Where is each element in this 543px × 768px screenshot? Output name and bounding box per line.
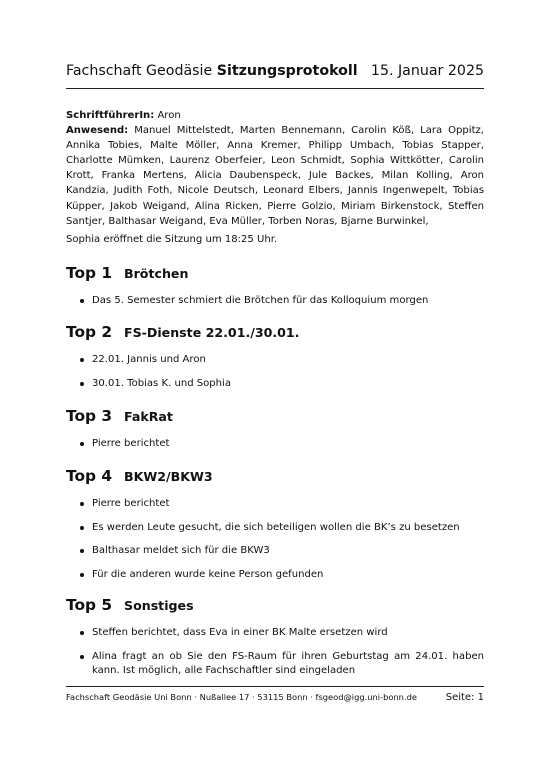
top-section-2 bbox=[66, 322, 484, 391]
top-items bbox=[66, 437, 484, 452]
top-number: Top 3 bbox=[66, 407, 113, 425]
top-items bbox=[66, 294, 484, 309]
footer-divider bbox=[66, 686, 484, 687]
top-title: FakRat bbox=[124, 409, 173, 424]
list-item: Balthasar meldet sich für die BKW3 bbox=[66, 544, 484, 559]
list-item: Das 5. Semester schmiert die Brötchen für das Kolloquium morgen bbox=[66, 294, 484, 309]
header-org: Fachschaft Geodäsie bbox=[66, 63, 213, 79]
top-section-4 bbox=[66, 466, 484, 582]
top-number: Top 1 bbox=[66, 264, 113, 282]
header-title bbox=[66, 63, 358, 79]
list-item: Es werden Leute gesucht, die sich beteiligen wollen die BK’s zu besetzen bbox=[66, 521, 484, 536]
meta-block bbox=[66, 108, 484, 229]
page-number: Seite: 1 bbox=[445, 692, 484, 703]
list-item: 22.01. Jannis und Aron bbox=[66, 353, 484, 368]
writer-name: Aron bbox=[157, 110, 181, 121]
top-items bbox=[66, 626, 484, 679]
list-item: Pierre berichtet bbox=[66, 437, 484, 452]
attendees-line bbox=[66, 123, 484, 229]
list-item: Steffen berichtet, dass Eva in einer BK Malte ersetzen wird bbox=[66, 626, 484, 641]
top-section-1 bbox=[66, 263, 484, 309]
page-header bbox=[66, 63, 484, 87]
list-item: Pierre berichtet bbox=[66, 497, 484, 512]
top-section-5 bbox=[66, 595, 484, 679]
top-items bbox=[66, 497, 484, 582]
header-divider bbox=[66, 88, 484, 89]
top-heading bbox=[66, 263, 484, 284]
list-item: Alina fragt an ob Sie den FS-Raum für ihren Geburtstag am 24.01. haben kann. Ist möglich, alle Fachschaftler sind eingeladen bbox=[66, 650, 484, 679]
page-footer bbox=[66, 692, 484, 703]
top-items bbox=[66, 353, 484, 391]
header-doc-type: Sitzungsprotokoll bbox=[216, 63, 358, 79]
top-number: Top 4 bbox=[66, 467, 113, 485]
top-title: BKW2/BKW3 bbox=[124, 469, 213, 484]
top-section-3 bbox=[66, 406, 484, 452]
top-title: FS-Dienste 22.01./30.01. bbox=[124, 325, 300, 340]
list-item: 30.01. Tobias K. und Sophia bbox=[66, 377, 484, 392]
top-heading bbox=[66, 322, 484, 343]
attendees-list: Manuel Mittelstedt, Marten Bennemann, Carolin Köß, Lara Oppitz, Annika Tobies, Malte Möller, Anna Kremer, Philipp Umbach, Tobias Stapper, Charlotte Mümken, Laurenz Oberfeier, Leon Schmidt, Sophia Wittkötter, Carolin Krott, Franka Mertens, Alicia Daubenspeck, Jule Backes, Milan Kolling, Aron Kandzia, Judith Foth, Nicole Deutsch, Leonard Elbers, Jannis Ingenwepelt, Tobias Küpper, Jakob Weigand, Alina Ricken, Pierre Golzio, Miriam Birkenstock, Steffen Santjer, Balthasar Weigand, Eva Müller, Torben Noras, Bjarne Burwinkel, bbox=[66, 125, 484, 227]
top-heading bbox=[66, 595, 484, 616]
writer-label: SchriftführerIn: bbox=[66, 110, 155, 121]
top-heading bbox=[66, 466, 484, 487]
footer-address: Fachschaft Geodäsie Uni Bonn · Nußallee 17 · 53115 Bonn · fsgeod@igg.uni-bonn.de bbox=[66, 692, 417, 702]
top-title: Brötchen bbox=[124, 266, 189, 281]
opening-statement: Sophia eröffnet die Sitzung um 18:25 Uhr. bbox=[66, 234, 278, 245]
top-heading bbox=[66, 406, 484, 427]
top-number: Top 2 bbox=[66, 323, 113, 341]
top-number: Top 5 bbox=[66, 596, 113, 614]
header-date: 15. Januar 2025 bbox=[370, 63, 484, 79]
writer-line bbox=[66, 108, 484, 123]
attendees-label: Anwesend: bbox=[66, 125, 129, 137]
list-item: Für die anderen wurde keine Person gefunden bbox=[66, 568, 484, 583]
top-title: Sonstiges bbox=[124, 598, 194, 613]
